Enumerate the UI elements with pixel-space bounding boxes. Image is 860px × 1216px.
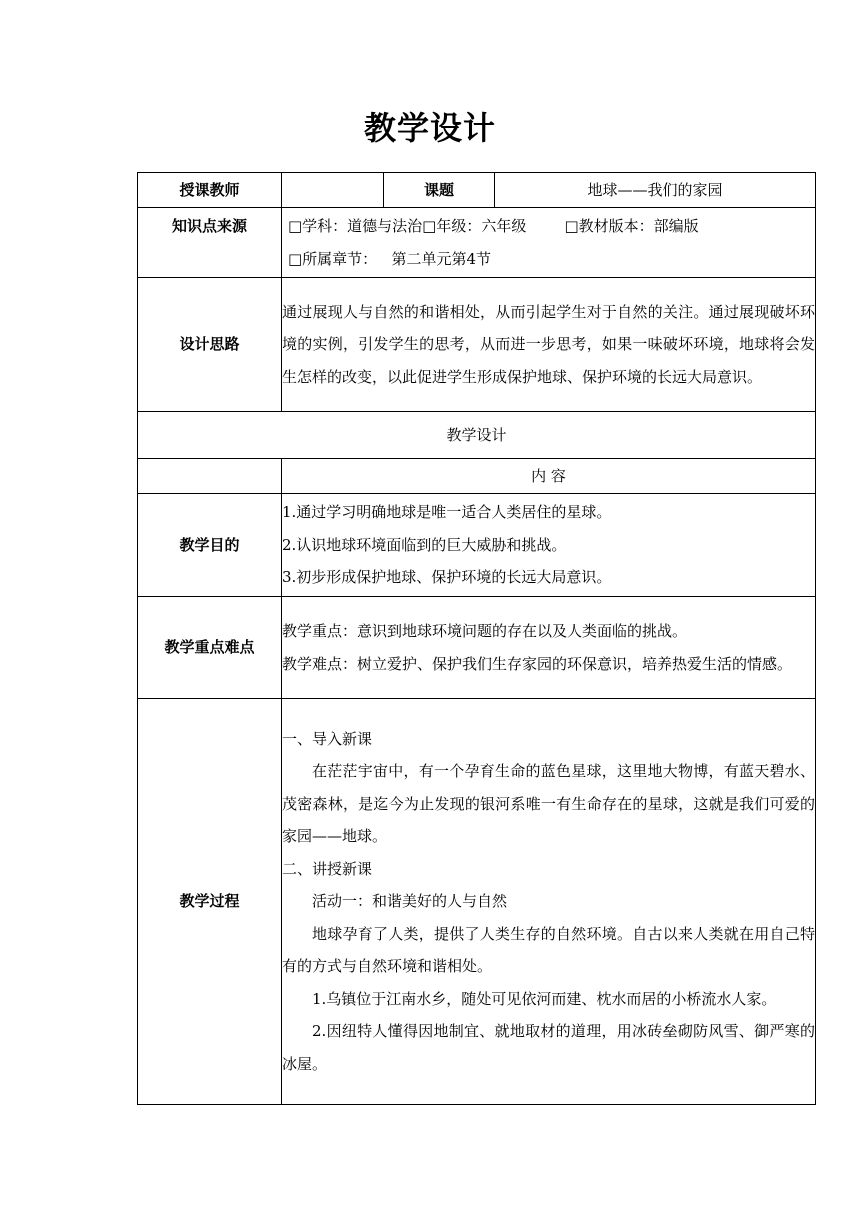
goals-row <box>138 494 816 597</box>
difficulty-text: 教学难点：树立爱护、保护我们生存家园的环保意识，培养热爱生活的情感。 <box>282 654 793 673</box>
topic-value: 地球——我们的家园 <box>495 173 816 208</box>
teacher-value <box>282 173 384 208</box>
content-heading-blank <box>138 459 282 494</box>
goals-content <box>282 494 816 597</box>
keypoints-label: 教学重点难点 <box>138 597 282 699</box>
keypoints-content <box>282 597 816 699</box>
process-content <box>282 699 816 1105</box>
design-label: 设计思路 <box>138 278 282 412</box>
teacher-row <box>138 173 816 208</box>
goal-item: 2.认识地球环境面临到的巨大威胁和挑战。 <box>282 535 567 554</box>
goals-label: 教学目的 <box>138 494 282 597</box>
process-part1-text: 在茫茫宇宙中，有一个孕育生命的蓝色星球，这里地大物博，有蓝天碧水、茂密森林，是迄今为止发现的银河系唯一有生命存在的星球，这就是我们可爱的家园——地球。 <box>282 762 815 846</box>
process-label: 教学过程 <box>138 699 282 1105</box>
keypoint-text: 教学重点：意识到地球环境问题的存在以及人类面临的挑战。 <box>282 622 688 640</box>
source-line-subject: □学科：道德与法治□年级：六年级 □教材版本：部编版 <box>288 217 699 235</box>
design-row <box>138 278 816 412</box>
process-activity1-text: 地球孕育了人类，提供了人类生存的自然环境。自古以来人类就在用自己特有的方式与自然环境和谐相处。 <box>282 924 815 976</box>
section-heading: 教学设计 <box>138 412 816 459</box>
source-line-chapter: □所属章节： 第二单元第4节 <box>288 249 492 268</box>
goal-item: 3.初步形成保护地球、保护环境的长远大局意识。 <box>282 568 612 587</box>
teacher-label: 授课教师 <box>138 173 282 208</box>
process-part2-heading: 二、讲授新课 <box>282 859 373 878</box>
process-activity1: 活动一：和谐美好的人与自然 <box>312 892 508 911</box>
section-heading-row <box>138 412 816 459</box>
document-title: 教学设计 <box>363 109 496 147</box>
process-item2: 2.因纽特人懂得因地制宜、就地取材的道理，用冰砖垒砌防风雪、御严寒的冰屋。 <box>282 1022 815 1073</box>
design-text: 通过展现人与自然的和谐相处，从而引起学生对于自然的关注。通过展现破坏环境的实例，引发学生的思考，从而进一步思考，如果一味破坏环境，地球将会发生怎样的改变，以此促进学生形成保护地球、保护环境的长远大局意识。 <box>282 278 816 412</box>
process-row <box>138 699 816 1105</box>
source-content <box>282 208 816 278</box>
lesson-plan-table <box>137 172 816 1105</box>
source-label: 知识点来源 <box>138 208 282 278</box>
topic-label: 课题 <box>384 173 495 208</box>
goal-item: 1.通过学习明确地球是唯一适合人类居住的星球。 <box>282 503 612 522</box>
source-row <box>138 208 816 278</box>
process-item1: 1.乌镇位于江南水乡，随处可见依河而建、枕水而居的小桥流水人家。 <box>312 989 777 1008</box>
process-part1-heading: 一、导入新课 <box>282 729 373 748</box>
content-heading-row <box>138 459 816 494</box>
keypoints-row <box>138 597 816 699</box>
content-heading: 内 容 <box>282 459 816 494</box>
